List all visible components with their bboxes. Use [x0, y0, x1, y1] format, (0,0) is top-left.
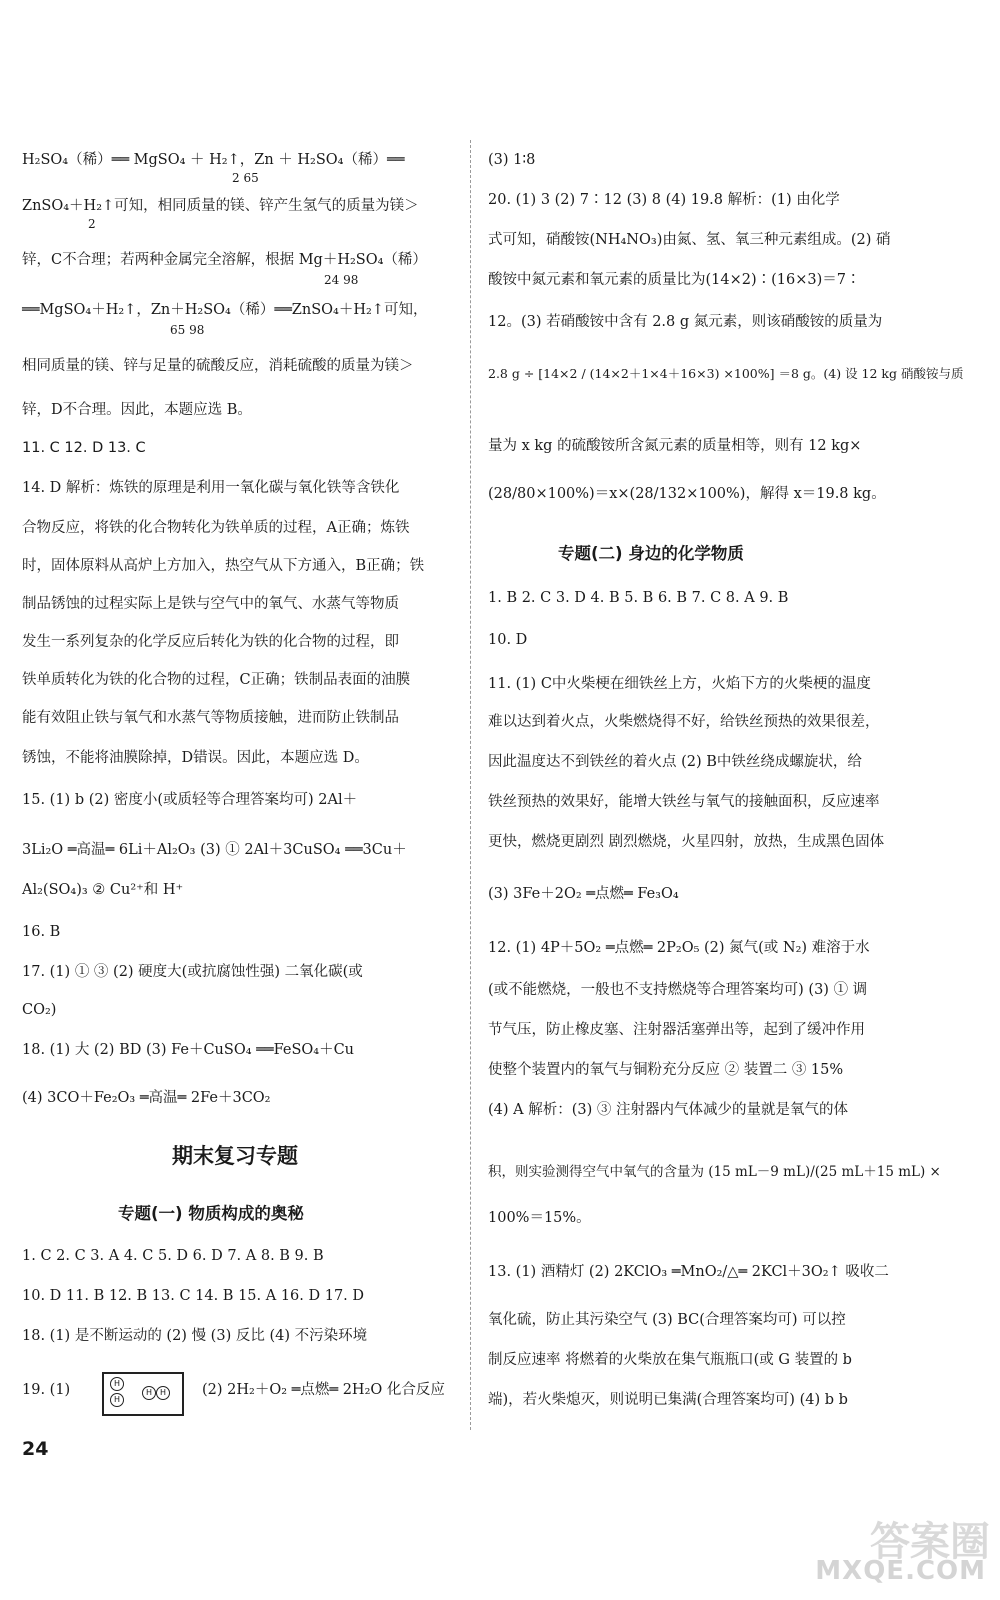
text-line: 19. (1) — [22, 1382, 71, 1398]
text-line: 锈蚀，不能将油膜除掉，D错误。因此，本题应选 D。 — [22, 750, 369, 766]
text-line: 2 65 — [232, 171, 259, 185]
text-line: 2 — [88, 217, 96, 231]
text-line: 65 98 — [170, 323, 205, 337]
text-line: 发生一系列复杂的化学反应后转化为铁的化合物的过程，即 — [22, 634, 399, 650]
text-line: (或不能燃烧，一般也不支持燃烧等合理答案均可) (3) ① 调 — [488, 982, 868, 998]
watermark-url: MXQE.COM — [815, 1556, 986, 1586]
text-line: 15. (1) b (2) 密度小(或质轻等合理答案均可) 2Al＋ — [22, 792, 358, 808]
text-line: 16. B — [22, 924, 61, 940]
text-line: (2) 2H₂＋O₂ ═点燃═ 2H₂O 化合反应 — [202, 1382, 445, 1398]
text-line: 20. (1) 3 (2) 7∶12 (3) 8 (4) 19.8 解析：(1) 由化学 — [488, 192, 840, 208]
text-line: 锌，D不合理。因此，本题应选 B。 — [22, 402, 252, 418]
answer-line: 1. B 2. C 3. D 4. B 5. B 6. B 7. C 8. A 9. B — [488, 590, 789, 606]
text-line: (3) 1∶8 — [488, 152, 536, 168]
hydrogen-atom-icon: H — [110, 1393, 124, 1407]
text-line: Al₂(SO₄)₃ ② Cu²⁺和 H⁺ — [22, 882, 184, 898]
text-line: 量为 x kg 的硫酸铵所含氮元素的质量相等，则有 12 kg× — [488, 438, 862, 454]
text-line: (28/80×100%)＝x×(28/132×100%)，解得 x＝19.8 kg。 — [488, 486, 886, 502]
text-line: 12. (1) 4P＋5O₂ ═点燃═ 2P₂O₅ (2) 氮气(或 N₂) 难溶于水 — [488, 940, 870, 956]
answer-line: 1. C 2. C 3. A 4. C 5. D 6. D 7. A 8. B 9. B — [22, 1248, 324, 1264]
text-line: 更快，燃烧更剧烈 剧烈燃烧，火星四射，放热，生成黑色固体 — [488, 834, 885, 850]
answer-line: 10. D 11. B 12. B 13. C 14. B 15. A 16. D 17. D — [22, 1288, 365, 1304]
page-number: 24 — [22, 1438, 49, 1460]
text-line: 11. (1) C中火柴梗在细铁丝上方，火焰下方的火柴梗的温度 — [488, 676, 871, 692]
text-line: 酸铵中氮元素和氧元素的质量比为(14×2)∶(16×3)＝7∶ — [488, 272, 861, 288]
text-line: 3Li₂O ═高温═ 6Li＋Al₂O₃ (3) ① 2Al＋3CuSO₄ ══3Cu＋ — [22, 842, 407, 858]
text-line: 端)，若火柴熄灭，则说明已集满(合理答案均可) (4) b b — [488, 1392, 848, 1408]
answer-line: 11. C 12. D 13. C — [22, 440, 146, 456]
text-line: 使整个装置内的氧气与铜粉充分反应 ② 装置二 ③ 15% — [488, 1062, 844, 1078]
text-line: 相同质量的镁、锌与足量的硫酸反应，消耗硫酸的质量为镁＞ — [22, 358, 414, 374]
text-line: 14. D 解析：炼铁的原理是利用一氧化碳与氧化铁等含铁化 — [22, 480, 400, 496]
text-line: 能有效阻止铁与氧气和水蒸气等物质接触，进而防止铁制品 — [22, 710, 399, 726]
text-line: 13. (1) 酒精灯 (2) 2KClO₃ ═MnO₂/△═ 2KCl＋3O₂↑ 吸收二 — [488, 1264, 889, 1280]
hydrogen-atom-icon: H — [142, 1386, 156, 1400]
formula-line: 2.8 g ÷ [14×2 / (14×2＋1×4＋16×3) ×100%] ＝8 g。(4) 设 12 kg 硝酸铵与质 — [488, 366, 964, 381]
column-divider — [470, 140, 471, 1430]
answer-line: 10. D — [488, 632, 528, 648]
formula-line: 积，则实验测得空气中氧气的含量为 (15 mL－9 mL)/(25 mL＋15 mL) × — [488, 1164, 941, 1180]
text-line: 100%＝15%。 — [488, 1210, 591, 1226]
text-line: 铁单质转化为铁的化合物的过程，C正确；铁制品表面的油膜 — [22, 672, 411, 688]
text-line: 式可知，硝酸铵(NH₄NO₃)由氮、氢、氧三种元素组成。(2) 硝 — [488, 232, 891, 248]
text-line: 24 98 — [324, 273, 359, 287]
text-line: 铁丝预热的效果好，能增大铁丝与氧气的接触面积，反应速率 — [488, 794, 880, 810]
text-line: 合物反应，将铁的化合物转化为铁单质的过程，A正确；炼铁 — [22, 520, 410, 536]
text-line: 18. (1) 大 (2) BD (3) Fe＋CuSO₄ ══FeSO₄＋Cu — [22, 1042, 355, 1058]
section-title: 期末复习专题 — [172, 1144, 298, 1168]
text-line: H₂SO₄（稀）══ MgSO₄ ＋ H₂↑，Zn ＋ H₂SO₄（稀）══ — [22, 152, 405, 168]
hydrogen-atom-icon: H — [156, 1386, 170, 1400]
text-line: 12。(3) 若硝酸铵中含有 2.8 g 氮元素，则该硝酸铵的质量为 — [488, 314, 883, 330]
text-line: 难以达到着火点，火柴燃烧得不好，给铁丝预热的效果很差， — [488, 714, 880, 730]
text-line: 因此温度达不到铁丝的着火点 (2) B中铁丝绕成螺旋状，给 — [488, 754, 862, 770]
topic-heading: 专题(一) 物质构成的奥秘 — [118, 1204, 304, 1223]
watermark-logo: 答案圈 — [870, 1519, 990, 1565]
text-line: CO₂) — [22, 1002, 57, 1018]
text-line: (3) 3Fe＋2O₂ ═点燃═ Fe₃O₄ — [488, 886, 679, 902]
text-line: ZnSO₄＋H₂↑可知，相同质量的镁、锌产生氢气的质量为镁＞ — [22, 198, 419, 214]
text-line: 17. (1) ① ③ (2) 硬度大(或抗腐蚀性强) 二氧化碳(或 — [22, 964, 363, 980]
text-line: 制反应速率 将燃着的火柴放在集气瓶瓶口(或 G 装置的 b — [488, 1352, 852, 1368]
text-line: 时，固体原料从高炉上方加入，热空气从下方通入，B正确；铁 — [22, 558, 425, 574]
text-line: 锌，C不合理；若两种金属完全溶解，根据 Mg＋H₂SO₄（稀） — [22, 252, 427, 268]
text-line: 制品锈蚀的过程实际上是铁与空气中的氧气、水蒸气等物质 — [22, 596, 399, 612]
text-line: ══MgSO₄＋H₂↑，Zn＋H₂SO₄（稀）══ZnSO₄＋H₂↑可知， — [22, 302, 428, 318]
text-line: (4) 3CO＋Fe₂O₃ ═高温═ 2Fe＋3CO₂ — [22, 1090, 271, 1106]
text-line: 氧化硫，防止其污染空气 (3) BC(合理答案均可) 可以控 — [488, 1312, 846, 1328]
text-line: 节气压，防止橡皮塞、注射器活塞弹出等，起到了缓冲作用 — [488, 1022, 865, 1038]
molecule-diagram — [102, 1372, 184, 1416]
topic-heading: 专题(二) 身边的化学物质 — [558, 544, 744, 563]
hydrogen-atom-icon: H — [110, 1377, 124, 1391]
text-line: (4) A 解析：(3) ③ 注射器内气体减少的量就是氧气的体 — [488, 1102, 848, 1118]
text-line: 18. (1) 是不断运动的 (2) 慢 (3) 反比 (4) 不污染环境 — [22, 1328, 368, 1344]
